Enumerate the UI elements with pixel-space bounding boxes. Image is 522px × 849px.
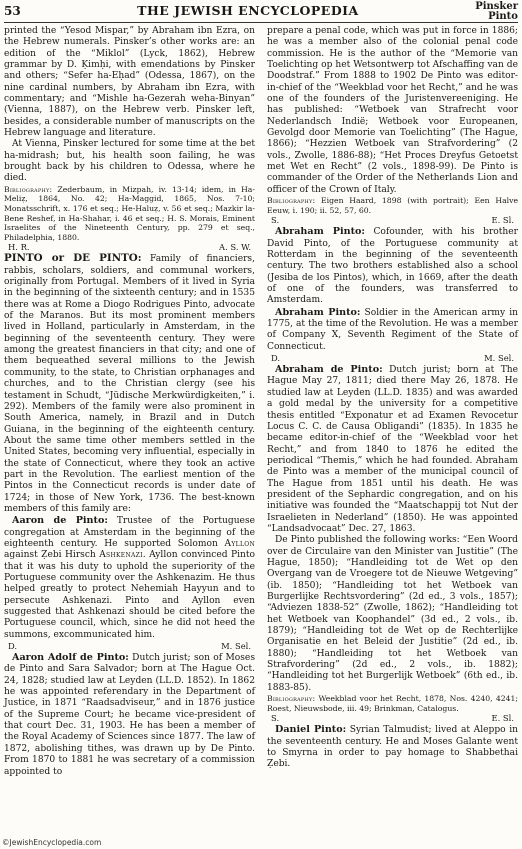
signature-initials-left: S.: [271, 215, 280, 226]
guide-word-last: Pinto: [488, 11, 518, 22]
bibliography-label: Bibliography:: [4, 184, 53, 194]
left-column: [4, 26, 255, 778]
bibliography-label: Bibliography:: [267, 694, 316, 704]
signature-author: M. Sel.: [221, 641, 251, 652]
subentry-text: Syrian Talmudist; lived at Aleppo in the seventeenth century. He and Moses Galante went to Smyrna in order to pay homage to Shabbethai Ẓebi.: [267, 725, 518, 770]
signature-author: A. S. W.: [219, 242, 251, 253]
signature-author: M. Sel.: [484, 353, 514, 364]
entry-heading: PINTO or DE PINTO:: [4, 252, 142, 265]
running-header: [4, 2, 518, 24]
bibliography-text: Zederbaum, in Mizpah, iv. 13-14; idem, in Ha-Meliẓ, 1864, No. 42; Ha-Maggid, 1865, Nos. 7-10; Monatsschrift, x. 176 et seq.; He-Haluẓ, v. 56 et seq.; Mazkir la-Bene Reshef, in Ha-Shahar, i. 46 et seq.; H. S. Morais, Eminent Israelites of the Nineteenth Century, pp. 279 et seq., Philadelphia, 1880.: [4, 184, 255, 242]
subentry-text-part: . Ayllon convinced Pinto that it was his duty to uphold the superiority of the Portuguese community over the Ashkenazim. He thus helped greatly to protect Nehemiah Hayyun and to persecute Ashkenazi. Pinto and Ayllon even suggested that Ashkenazi should be cited before the Portuguese council, which, since he did not heed the summons, excommunicated him.: [4, 550, 256, 640]
page-number: 53: [4, 4, 21, 18]
subentry-heading: Aaron de Pinto:: [12, 515, 108, 527]
signature-initials-left: S.: [271, 713, 280, 724]
pinsker-paragraph-works: printed the “Yesod Mispar,” by Abraham ibn Ezra, on the Hebrew numerals. Pinsker’s other works are: an edition of the “Miklol” (Lyck, 1862), Hebrew grammar by D. Ḳimḥi, with emendations by Pinsker and others; “Sefer ha-Eḥad” (Odessa, 1867), on the nine cardinal numbers, by Abraham ibn Ezra, with commentary; and “Mishle ha-Gezerah weha-Binyan” (Vienna, 1887), on the Hebrew verb. Pinsker left, besides, a considerable number of manuscripts on the Hebrew language and literature.: [4, 26, 255, 139]
signature-line: [267, 353, 518, 364]
signature-line: [4, 641, 255, 652]
cross-reference: Ayllon: [224, 538, 255, 549]
aaron-adolf-de-pinto-entry: [4, 652, 255, 778]
guide-words: [475, 2, 518, 22]
signature-initials-left: D.: [8, 641, 18, 652]
cross-reference: Ashkenazi: [99, 550, 143, 561]
subentry-text: Dutch jurist; born at The Hague May 27, 1811; died there May 26, 1878. He studied law at Leyden (LL.D. 1835) and was awarded a gold medal by the university for a competitive thesis entitled “Exponatur et ad Examen Revocetur Locus C. C. de Causa Obligandi” (1835). In 1835 he became editor-in-chief of the “Weekblad voor het Recht,” and from 1840 to 1876 he edited the periodical “Themis,” which he had founded. Abraham de Pinto was a member of the municipal council of The Hague from 1851 until his death. He was president of the Sephardic congregation, and on his initiative was founded the “Maatschappij tot Nut der Israelieten in Nederland” (1850). He was appointed “Landsadvocaat” Dec. 27, 1863.: [267, 365, 519, 534]
abraham-de-pinto-bibliography: [267, 694, 518, 713]
subentry-heading: Abraham de Pinto:: [275, 364, 383, 376]
signature-line: [267, 713, 518, 724]
entry-text: Family of financiers, rabbis, scholars, soldiers, and communal workers, originally from Portugal. Members of it lived in Syria in the beginning of the sixteenth century; and in 1535 there was at Rome a Diogo Rodrigues Pinto, advocate of the Maranos. But its most prominent members lived in Holland, particularly in Amsterdam, in the beginning of the seventeenth century. They were among the greatest financiers in that city; and one of them bequeathed several millions to the Jewish community, to the state, to Christian orphanages and churches, and to the Christian clergy (see his testament in Schudt, “Jüdische Merkwürdigkeiten,” i. 292). Members of the family were also prominent in South America, namely, in Brazil and in Dutch Guiana, in the beginning of the eighteenth century. About the same time other members settled in the United States, becoming very influential, especially in the state of Connecticut, where they took an active part in the Revolution. The earliest mention of the Pintos in the Connecticut records is under date of 1724; in those of New York, 1736. The best-known members of this family are:: [4, 254, 255, 514]
aaron-de-pinto-entry: [4, 515, 255, 641]
subentry-text: Soldier in the American army in 1775, at the time of the Revolution. He was a member of Company X, Seventh Regiment of the State of Connecticut.: [267, 307, 519, 352]
subentry-heading: Abraham Pinto:: [275, 226, 365, 238]
bibliography-text: Weekblad voor het Recht, 1878, Nos. 4240, 4241; Roest, Nieuwsbode, iii. 49; Brinkman, Catalogus.: [267, 694, 518, 713]
subentry-text: Cofounder, with his brother David Pinto, of the Portuguese community at Rotterdam in the beginning of the seventeenth century. The two brothers established also a school (Jesiba de los Pintos), which, in 1669, after the death of one of the founders, was transferred to Amsterdam.: [267, 227, 518, 306]
subentry-heading: Aaron Adolf de Pinto:: [12, 652, 129, 664]
pinsker-bibliography: [4, 185, 255, 243]
abraham-pinto-soldier-entry: [267, 307, 518, 353]
abraham-de-pinto-entry: [267, 364, 518, 535]
pinto-family-entry: [4, 253, 255, 515]
signature-author: E. Sl.: [491, 215, 514, 226]
signature-initials-left: H. R.: [8, 242, 30, 253]
subentry-heading: Daniel Pinto:: [275, 724, 347, 736]
bibliography-label: Bibliography:: [267, 196, 316, 206]
adolf-continued-paragraph: prepare a penal code, which was put in force in 1886; he was a member also of the colonial penal code commission. He is the author of the “Memorie van Toelichting op het Wetsontwerp tot Afschaffing van de Doodstraf.” From 1888 to 1902 De Pinto was editor-in-chief of the “Weekblad voor het Recht,” and he was one of the founders of the Juristenvereeniging. He has published: “Wetboek van Strafrecht voor Nederlandsch Indië; Wetboek voor Europeanen, Gevolgd door Memorie van Toelichting” (The Hague, 1866); “Hezzien Wetboek van Strafvordering” (2 vols., Zwolle, 1886-88); “Het Proces Dreyfus Getoetst met Wet en Recht” (2 vols., 1898-99). De Pinto is commander of the Order of the Netherlands Lion and officer of the Crown of Italy.: [267, 26, 518, 195]
signature-author: E. Sl.: [491, 713, 514, 724]
bibliography-text: Eigen Haard, 1898 (with portrait); Een Halve Eeuw, i. 190; ii. 52, 57, 60.: [267, 196, 518, 215]
signature-line: [267, 215, 518, 226]
running-title: THE JEWISH ENCYCLOPEDIA: [137, 3, 359, 18]
daniel-pinto-entry: [267, 724, 518, 770]
subentry-text-part: against Ẓebi Hirsch: [4, 550, 100, 561]
adolf-bibliography: [267, 196, 518, 215]
copyright-watermark: ©JewishEncyclopedia.com: [2, 838, 102, 847]
subentry-text-part: Trustee of the Portuguese congregation at Amsterdam in the beginning of the eighteenth century. He supported Solomon: [4, 516, 255, 549]
pinsker-paragraph-vienna: At Vienna, Pinsker lectured for some time at the bet ha-midrash; but, his health soon failing, he was brought back by his children to Odessa, where he died.: [4, 139, 255, 184]
signature-initials-left: D.: [271, 353, 281, 364]
header-rule: [4, 22, 518, 23]
right-column: [267, 26, 518, 771]
guide-word-first: Pinsker: [475, 1, 518, 12]
subentry-heading: Abraham Pinto:: [275, 306, 361, 318]
abraham-de-pinto-works: De Pinto published the following works: “Een Woord over de Circulaire van den Minister van Justitie” (The Hague, 1850); “Handleiding tot de Wet op den Overgang van de Vroegere tot de Nieuwe Wetgeving” (ib. 1850); “Handleiding tot het Wetboek van Burgerlijke Rechtsvordering” (2d ed., 3 vols., 1857); “Adviezen 1838-52” (Zwolle, 1862); “Handleiding tot het Wetboek van Koophandel” (3d ed., 2 vols., ib. 1879); “Handleiding tot de Wet op de Rechterlijke Organisatie en het Beleid der Justitie” (2d ed., ib. 1880); “Handleiding tot het Wetboek van Strafvordering” (2d ed., 2 vols., ib. 1882); “Handleiding tot het Burgerlijk Wetboek” (6th ed., ib. 1883-85).: [267, 535, 518, 693]
abraham-pinto-rotterdam-entry: [267, 226, 518, 306]
subentry-text: Dutch jurist; son of Moses de Pinto and Sara Salvador; born at The Hague Oct. 24, 1828; studied law at Leyden (LL.D. 1852). In 1862 he was appointed referendary in the Department of Justice, in 1871 “Raadsadviseur,” and in 1876 justice of the Supreme Court; he became vice-president of that court Dec. 31, 1903. He has been a member of the Royal Academy of Sciences since 1877. The law of 1872, abolishing tithes, was drawn up by De Pinto. From 1870 to 1881 he was secretary of a commission appointed to: [4, 653, 255, 777]
